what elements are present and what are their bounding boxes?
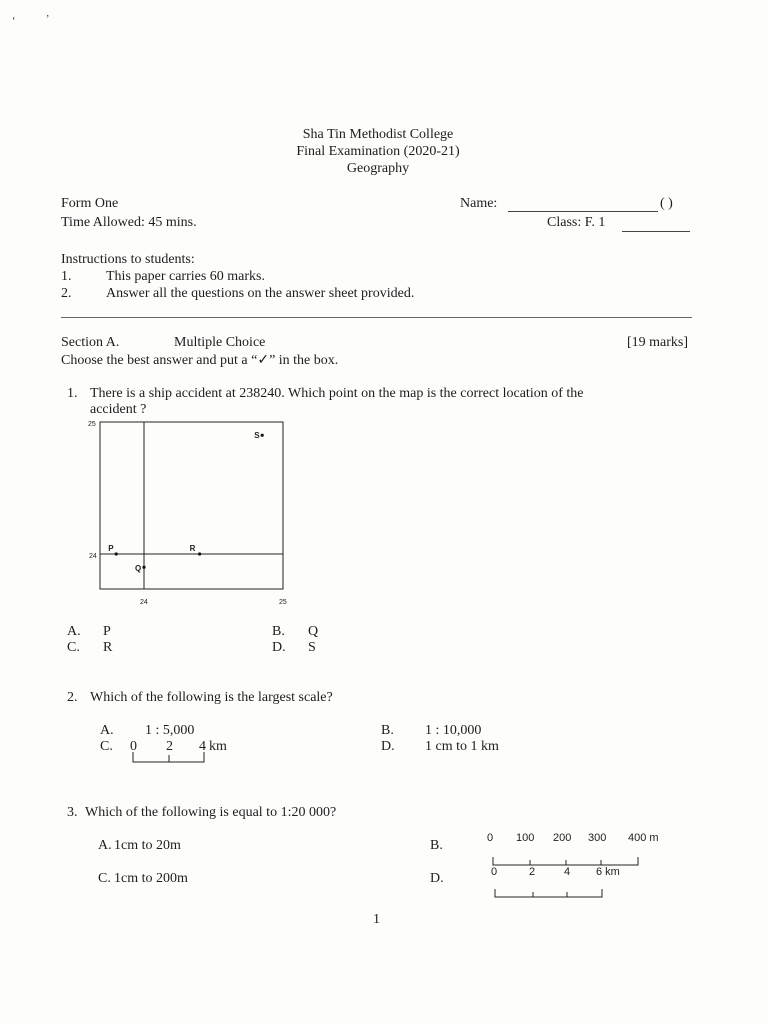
q2-scale-unit: km xyxy=(209,739,227,754)
q2-option-b-text: 1 : 10,000 xyxy=(425,723,482,738)
y-label-top: 25 xyxy=(88,421,96,428)
corner-mark-2: ’ xyxy=(46,14,50,25)
q3-option-a-text: 1cm to 20m xyxy=(114,838,181,853)
q3-option-b-letter[interactable]: B. xyxy=(430,838,443,853)
q2-option-a-text: 1 : 5,000 xyxy=(145,723,195,738)
q3-b-tick-300: 300 xyxy=(588,832,607,844)
section-name: Section A. xyxy=(61,335,120,350)
name-paren: ( ) xyxy=(660,196,673,211)
time-allowed: Time Allowed: 45 mins. xyxy=(61,215,197,230)
class-line[interactable] xyxy=(622,231,690,232)
q2-scale-tick-0: 0 xyxy=(130,739,137,754)
q2-number: 2. xyxy=(67,690,78,705)
q2-scale-tick-2: 2 xyxy=(166,739,173,754)
q1-option-a-letter[interactable]: A. xyxy=(67,624,81,639)
q3-d-tick-4: 4 xyxy=(564,866,571,878)
q3-option-d-letter[interactable]: D. xyxy=(430,871,444,886)
instruction-number-1: 1. xyxy=(61,269,72,284)
class-label: Class: F. 1 xyxy=(547,215,606,230)
map-point-label-q: Q xyxy=(135,564,142,574)
exam-title: Final Examination (2020-21) xyxy=(296,144,460,159)
section-divider xyxy=(61,317,692,318)
instruction-text-1: This paper carries 60 marks. xyxy=(106,269,265,284)
map-point-q xyxy=(142,566,145,569)
map-point-s xyxy=(261,434,264,437)
x-label-mid: 24 xyxy=(140,599,148,606)
q2-scale-bar xyxy=(122,736,232,766)
x-label-right: 25 xyxy=(279,599,287,606)
q3-b-tick-200: 200 xyxy=(553,832,572,844)
q3-d-tick-0: 0 xyxy=(491,866,498,878)
q1-option-c-text: R xyxy=(103,640,113,655)
y-label-mid: 24 xyxy=(89,553,97,560)
q3-option-c-text: 1cm to 200m xyxy=(114,871,188,886)
name-label: Name: xyxy=(460,196,498,211)
q1-text-line1: There is a ship accident at 238240. Which point on the map is the correct location of the xyxy=(90,386,584,401)
q3-d-tick-6km: 6 km xyxy=(596,866,620,878)
q3-text: Which of the following is equal to 1:20 000? xyxy=(85,805,337,820)
q1-text-line2: accident ? xyxy=(90,402,147,417)
q1-option-a-text: P xyxy=(103,624,111,639)
q2-option-c-letter[interactable]: C. xyxy=(100,739,113,754)
q2-scale-tick-4: 4 xyxy=(199,739,206,754)
q3-scale-d xyxy=(480,862,630,902)
q1-option-d-text: S xyxy=(308,640,316,655)
instructions-heading: Instructions to students: xyxy=(61,252,195,267)
map-border xyxy=(100,422,283,589)
page-number: 1 xyxy=(373,912,380,927)
map-point-r xyxy=(198,552,201,555)
q1-option-d-letter[interactable]: D. xyxy=(272,640,286,655)
q1-number: 1. xyxy=(67,386,78,401)
form-label: Form One xyxy=(61,196,119,211)
q3-b-tick-0: 0 xyxy=(487,832,494,844)
q1-option-b-text: Q xyxy=(308,624,319,639)
q3-d-scale-line xyxy=(495,889,602,897)
subject-title: Geography xyxy=(346,161,410,176)
school-name: Sha Tin Methodist College xyxy=(302,127,454,142)
q3-option-c-letter[interactable]: C. xyxy=(98,871,111,886)
q2-option-a-letter[interactable]: A. xyxy=(100,723,114,738)
map-point-p xyxy=(115,552,118,555)
q3-number: 3. xyxy=(67,805,78,820)
q2-text: Which of the following is the largest scale? xyxy=(90,690,333,705)
instruction-text-2: Answer all the questions on the answer sheet provided. xyxy=(106,286,415,301)
q3-b-tick-100: 100 xyxy=(516,832,535,844)
q2-option-d-text: 1 cm to 1 km xyxy=(425,739,499,754)
q2-option-d-letter[interactable]: D. xyxy=(381,739,395,754)
name-line[interactable] xyxy=(508,211,658,212)
q1-grid-map xyxy=(80,415,300,610)
instruction-number-2: 2. xyxy=(61,286,72,301)
map-point-label-s: S xyxy=(254,431,260,441)
map-point-label-r: R xyxy=(189,544,196,553)
corner-mark-1: ‘ xyxy=(12,16,16,27)
q1-option-b-letter[interactable]: B. xyxy=(272,624,285,639)
q2-option-b-letter[interactable]: B. xyxy=(381,723,394,738)
map-point-label-p: P xyxy=(108,544,114,553)
q3-b-tick-400m: 400 m xyxy=(628,832,659,844)
q1-option-c-letter[interactable]: C. xyxy=(67,640,80,655)
section-instruction: Choose the best answer and put a “✓” in the box. xyxy=(61,353,339,368)
section-type: Multiple Choice xyxy=(174,335,266,350)
q3-option-a-letter[interactable]: A. xyxy=(98,838,112,853)
q3-d-tick-2: 2 xyxy=(529,866,536,878)
section-marks: [19 marks] xyxy=(627,335,689,350)
